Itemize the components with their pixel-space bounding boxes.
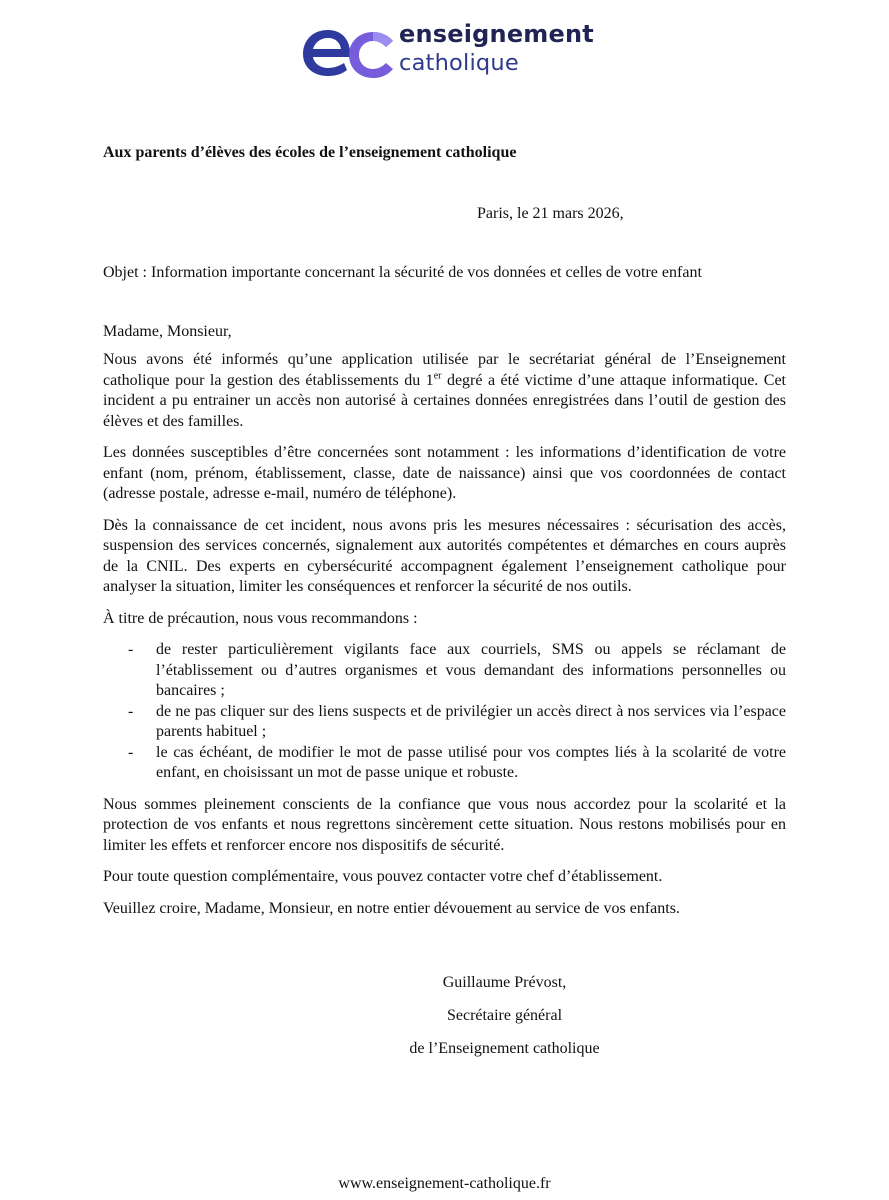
recommendations-list	[103, 640, 786, 784]
paragraph-contact: Pour toute question complémentaire, vous pouvez contacter votre chef d’établissement.	[103, 868, 663, 885]
paragraph-incident-part2: degré a été victime d’une attaque informatique. Cet incident a pu entrainer un accès non autorisé à certaines données enregistrées dans l’outil de gestion des élèves et des familles.	[103, 371, 787, 430]
list-item	[103, 702, 786, 743]
paragraph-data-concerned: Les données susceptibles d’être concernées sont notamment : les informations d’identification de votre enfant (nom, prénom, établissement, classe, date de naissance) ainsi que vos coordonnées de contact (adresse postale, adresse e-mail, numéro de téléphone).	[103, 444, 786, 502]
logo-c-highlight	[373, 32, 393, 47]
logo-wordmark	[399, 20, 594, 75]
list-item	[103, 640, 786, 702]
letter-addressee: Aux parents d’élèves des écoles de l’enseignement catholique	[103, 144, 517, 161]
signatory-title: Secrétaire général	[446, 1007, 563, 1024]
logo-e-shape	[303, 30, 350, 76]
paragraph-closing: Veuillez croire, Madame, Monsieur, en notre entier dévouement au service de vos enfants.	[103, 899, 680, 917]
logo-line-catholique: catholique	[399, 50, 519, 76]
logo-line-enseignement: enseignement	[399, 20, 594, 48]
list-item	[103, 743, 786, 784]
ec-monogram-icon	[300, 20, 396, 80]
letter-subject: Objet : Information importante concernant la sécurité de vos données et celles de votre enfant	[103, 264, 702, 281]
enseignement-catholique-logo	[300, 20, 600, 90]
paragraph-incident-part1: Nous avons été informés qu’une application utilisée par le secrétariat général de l’Enseignement catholique pour la gestion des établissements du 1	[103, 351, 786, 389]
footer-website: www.enseignement-catholique.fr	[338, 1175, 551, 1192]
bullet-dash: -	[128, 702, 134, 720]
paragraph-recommendations-intro: À titre de précaution, nous vous recommandons :	[103, 609, 418, 627]
paragraph-confidence: Nous sommes pleinement conscients de la confiance que vous nous accordez pour la scolarité et la protection de vos enfants et nous regrettons sincèrement cette situation. Nous restons mobilisés pour en limiter les effets et renforcer encore nos dispositifs de sécurité.	[103, 795, 786, 854]
bullet-dash: -	[128, 641, 134, 658]
letter-body	[103, 350, 786, 930]
paragraph-incident	[103, 350, 786, 432]
ordinal-superscript: er	[433, 370, 442, 382]
signatory-name: Guillaume Prévost,	[442, 974, 567, 991]
recommendation-text: de ne pas cliquer sur des liens suspects et de privilégier un accès direct à nos services via l’espace parents habituel ;	[156, 702, 786, 740]
bullet-dash: -	[128, 743, 134, 761]
recommendation-text: le cas échéant, de modifier le mot de passe utilisé pour vos comptes liés à la scolarité de votre enfant, en choisissant un mot de passe unique et robuste.	[156, 743, 786, 781]
letter-dateline: Paris, le 21 mars 2026,	[477, 205, 624, 222]
paragraph-measures: Dès la connaissance de cet incident, nous avons pris les mesures nécessaires : sécurisation des accès, suspension des services concernés, signalement aux autorités compétentes et démarches en cours auprès de la CNIL. Des experts en cybersécurité accompagnent également l’enseignement catholique pour analyser la situation, limiter les conséquences et renforcer la sécurité de nos outils.	[103, 516, 786, 595]
signatory-organization: de l’Enseignement catholique	[409, 1040, 600, 1057]
letter-salutation: Madame, Monsieur,	[103, 323, 232, 340]
signature-block	[103, 973, 786, 1072]
recommendation-text: de rester particulièrement vigilants face aux courriels, SMS ou appels se réclamant de l’établissement ou d’autres organismes et vous demandant des informations personnelles ou bancaires ;	[156, 641, 786, 699]
